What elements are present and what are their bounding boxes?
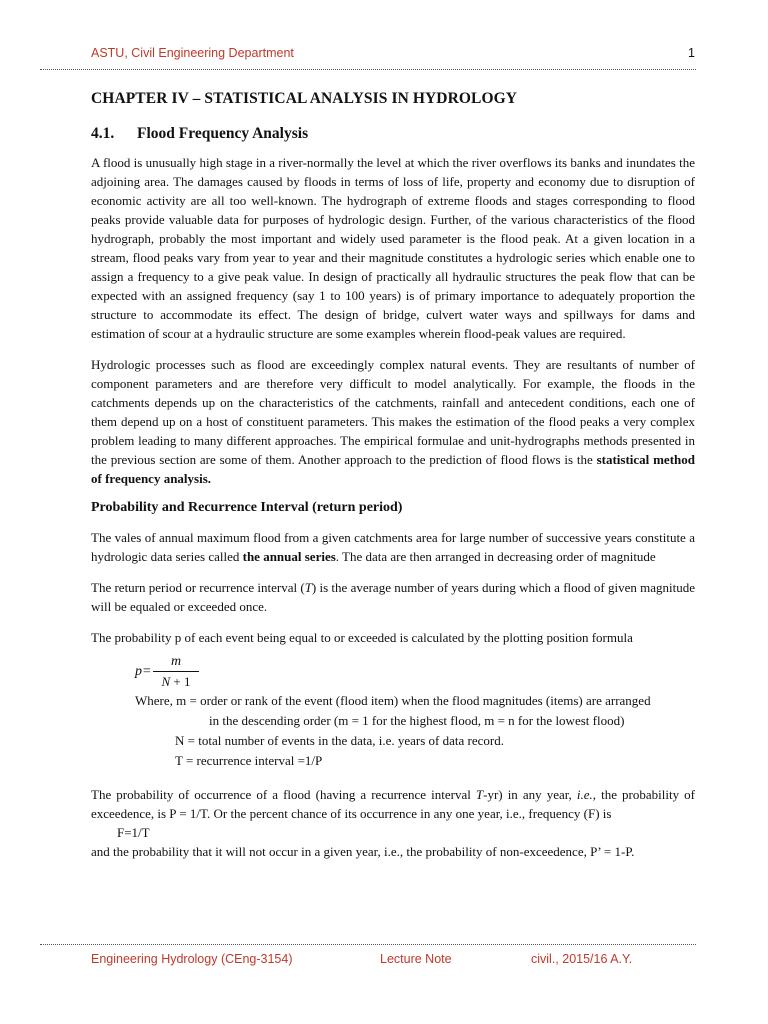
section-title: Flood Frequency Analysis xyxy=(137,125,309,142)
section-number: 4.1. xyxy=(91,125,115,142)
header-rule xyxy=(40,69,696,70)
footer-term: civil., 2015/16 A.Y. xyxy=(531,952,633,966)
fraction-bar xyxy=(153,671,199,672)
probability-text xyxy=(91,785,695,823)
section-heading xyxy=(91,125,695,143)
non-exceedence-text: and the probability that it will not occur in a given year, i.e., the probability of non-exceedence, P’ = 1-P. xyxy=(91,844,635,859)
paragraph-hydrologic-processes xyxy=(91,355,695,488)
formula-fraction xyxy=(153,653,199,690)
footer-type: Lecture Note xyxy=(380,952,452,966)
paragraph-text: -yr) in any year, xyxy=(483,787,577,802)
paragraph-annual-series xyxy=(91,528,695,566)
subheading: Probability and Recurrence Interval (return period) xyxy=(91,500,403,515)
plotting-position-formula xyxy=(135,653,695,691)
italic-symbol: T xyxy=(304,580,312,595)
paragraph-text: The return period or recurrence interval ( xyxy=(91,580,305,595)
definition-m: Where, m = order or rank of the event (flood item) when the flood magnitudes (items) are arranged xyxy=(135,693,651,708)
formula-den-rest: + 1 xyxy=(170,674,191,689)
paragraph-flood-definition: A flood is unusually high stage in a river-normally the level at which the river overflows its banks and inundates the adjoining area. The damages caused by floods in terms of loss of life, property and economy due to disruption of economic activity are all too well-known. The hydrograph of extreme floods and stages corresponding to flood peaks provide valuable data for purposes of hydrologic design. Further, of the various characteristics of the flood hydrograph, probably the most important and widely used parameter is the flood peak. At a given location in a stream, flood peaks vary from year to year and their magnitude constitutes a hydrologic series which enable one to assign a frequency to a give peak value. In design of practically all hydraulic structures the peak flow that can be expected with an assigned frequency (say 1 to 100 years) is of primary importance to adequately proportion the structure to accommodate its effect. The design of bridge, culvert water ways and spillways for dams and estimation of scour at a hydraulic structure are some examples wherein flood-peak values are required. xyxy=(91,155,695,341)
paragraph-probability xyxy=(91,785,695,861)
formula-denominator xyxy=(153,673,199,690)
header-department: ASTU, Civil Engineering Department xyxy=(91,46,294,60)
footer-rule xyxy=(40,944,696,945)
bold-term: statistical method of frequency analysis. xyxy=(91,452,695,486)
document-body xyxy=(91,90,695,861)
paragraph-text: The vales of annual maximum flood from a given catchments area for large number of successive years constitute a hydrologic data series called xyxy=(91,530,695,564)
paragraph-return-period xyxy=(91,578,695,616)
formula-numerator: m xyxy=(170,654,182,669)
italic-symbol: T xyxy=(475,787,484,802)
paragraph-text: ) is the average number of years during which a flood of given magnitude will be equaled or exceeded once. xyxy=(91,580,695,614)
paragraph-plotting-position: The probability p of each event being equal to or exceeded is calculated by the plotting position formula xyxy=(91,630,633,645)
footer-course: Engineering Hydrology (CEng-3154) xyxy=(91,952,293,966)
chapter-title: CHAPTER IV – STATISTICAL ANALYSIS IN HYDROLOGY xyxy=(91,90,518,107)
formula-den-variable: N xyxy=(161,674,171,689)
paragraph-text: The probability of occurrence of a flood (having a recurrence interval xyxy=(91,787,476,802)
frequency-formula: F=1/T xyxy=(117,825,150,840)
formula-lhs: p= xyxy=(135,664,152,679)
definition-t: T = recurrence interval =1/P xyxy=(175,753,323,768)
definition-m-cont: in the descending order (m = 1 for the highest flood, m = n for the lowest flood) xyxy=(209,713,625,728)
paragraph-text: the probability of exceedence, is P = 1/T. Or the percent chance of its occurrence in any one year, i.e., frequency (F) is xyxy=(91,787,695,821)
italic-term: i.e., xyxy=(576,787,597,802)
page-header xyxy=(91,46,695,60)
paragraph-text: . The data are then arranged in decreasing order of magnitude xyxy=(335,549,656,564)
definition-n: N = total number of events in the data, i.e. years of data record. xyxy=(175,733,504,748)
formula-definitions xyxy=(91,691,695,771)
bold-term: the annual series xyxy=(242,549,336,564)
page-number: 1 xyxy=(688,46,695,60)
paragraph-text: Hydrologic processes such as flood are exceedingly complex natural events. They are resultants of number of component parameters and are therefore very difficult to model analytically. For example, the floods in the catchments depends up on the characteristics of the catchments, rainfall and antecedent conditions, each one of them depend up on a host of constituent parameters. This makes the estimation of the flood peaks a very complex problem leading to many different approaches. The empirical formulae and unit-hydrographs methods presented in the previous section are some of them. Another approach to the prediction of flood flows is the xyxy=(91,357,695,467)
